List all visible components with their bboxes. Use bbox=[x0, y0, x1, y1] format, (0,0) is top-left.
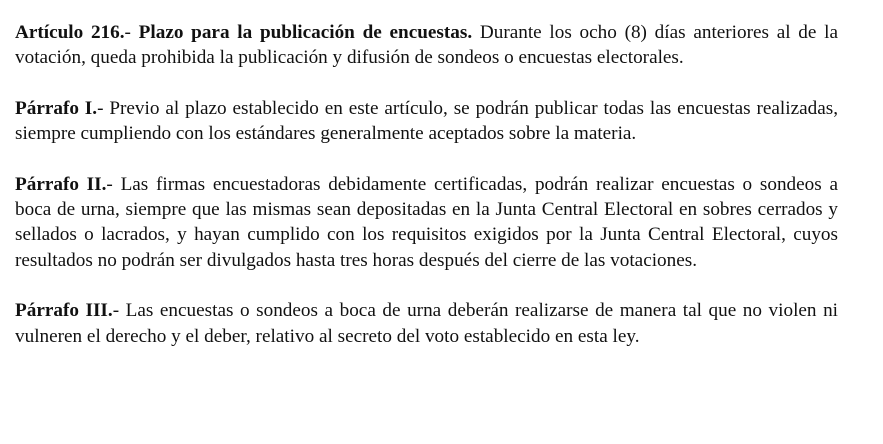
paragraph-3 bbox=[15, 298, 838, 349]
article-216 bbox=[15, 20, 838, 71]
article-number: Artículo 216. bbox=[15, 22, 125, 43]
paragraph-3-body: - Las encuestas o sondeos a boca de urna deberán realizarse de manera tal que no violen ni vulneren el derecho y el deber, relativo al secreto del voto establecido en esta ley. bbox=[15, 300, 838, 347]
document-page bbox=[15, 20, 838, 374]
paragraph-2 bbox=[15, 172, 838, 274]
article-title: Plazo para la publicación de encuestas. bbox=[138, 22, 473, 43]
paragraph-1-label: Párrafo I. bbox=[15, 97, 98, 119]
article-body: Durante los ocho (8) días anteriores al de la votación, queda prohibida la publicación y difusión de sondeos o encuestas electorales. bbox=[15, 22, 839, 69]
paragraph-2-body: - Las firmas encuestadoras debidamente certificadas, podrán realizar encuestas o sondeos a boca de urna, siempre que las mismas sean depositadas en la Junta Central Electoral en sobres cerrados y sellados o lacrados, y hayan cumplido con los requisitos exigidos por la Junta Central Electoral, cuyos resultados no podrán ser divulgados hasta tres horas después del cierre de las votaciones. bbox=[15, 173, 839, 271]
paragraph-1 bbox=[15, 96, 838, 147]
paragraph-3-label: Párrafo III. bbox=[15, 300, 113, 322]
paragraph-2-label: Párrafo II. bbox=[15, 173, 107, 195]
article-separator: - bbox=[124, 22, 139, 43]
paragraph-1-body: - Previo al plazo establecido en este artículo, se podrán publicar todas las encuestas realizadas, siempre cumpliendo con los estándares generalmente aceptados sobre la materia. bbox=[15, 97, 838, 145]
